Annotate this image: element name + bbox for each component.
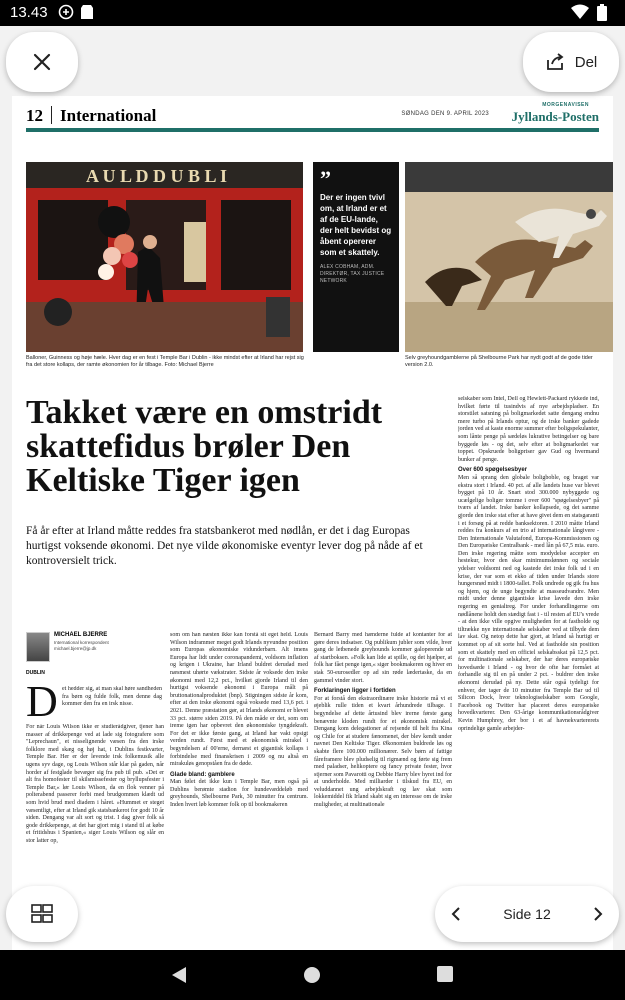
article-col2 bbox=[170, 632, 308, 950]
section-title: International bbox=[60, 106, 157, 125]
col4-text-a: selskaber som Intel, Dell og Hewlett-Packard rykkede ind, hvilket førte til tusindvis af nye arbejdspladser. En storstilet satsning på boligmarkedet satte dengang endnu mere turbo på Irlands optur, og de irske banker gadede jorden ved at kaste enorme summer efter boligspekulanter, som lånte penge på sædeløs lukrative betingelser og bare byggede løs - og det, selv efter at boligmarkedet var toppet. Opskruede boligpriser gav Gud og hvermand bunker af penge. bbox=[458, 396, 599, 463]
brand-small: MORGENAVISEN bbox=[542, 102, 589, 108]
storage-icon bbox=[80, 4, 94, 20]
masthead bbox=[26, 104, 599, 132]
close-button[interactable] bbox=[6, 32, 78, 92]
recents-icon[interactable] bbox=[436, 965, 454, 983]
page-overview-button[interactable] bbox=[6, 886, 78, 942]
col1-intro-text: et hedder sig, at man skal høre sandheden fra børn og fulde folk, men denne dag kommer den fra en irsk nisse. bbox=[62, 686, 162, 708]
col4-text-b: Men så sprang den globale boligboble, og braget var ekstra stort i Irland. 40 pct. af alle landets huse var blevet bygget på 10 år. Snart stod 300.000 nybyggede og ucælgelige boliger tomme i over 600 "spøgelsesbyer" på tværs af landet. Irske banker kollapsede, og det samme gjorde den irske stat efter at have givet dem en statsgaranti i et forsøg på at redde banksektoren. I 2010 måtte Irland reddes fra konkurs af en trio af internationale långivere - Den Internationale Valutafond, Europa-Kommissionen og Den Europæiske Centralbank - med lån på 67,5 mia. euro. Den irske regering måtte som modydelse accepter en hestekur, hvor den skar minimumslønnen og sociale ydelser voldsomt ned og kastede det irske folk ud i en krise, der var som et ekko af tiden under Irlands store hungersnød midt i 1800-tallet. Folk undrede og gik fra hus og hjem, og de unge begyndte at masseudvandre. Men midt under denne gigantiske krise lavede den irske regering en genialtreg. For under forhandlingerne om nødlånene holdt den stædigt fast i - til resten af EU's vrede - at den ikke ville opgive muligheden for at fastholde og tiltrække nye internationale selskaber ved at tilbyde dem lav skat. Og netop dette har gjort, at Irland så hurtigt er kommet op af sit sorte hul. Ved at fastholde sin position som et skattely med en officiel selskabsskat på 12,5 pct. for multinationale selskaber, der har deres europæiske hovedsæde i Irland - og hvor de ofte har formået at forhandle sig til en på under 2 pct. - buldrer den irske økonomi derudad på ny. Dette står også tydeligt for enhver, der tager de 10 minutter fra Temple Bar ud til Silicon Dock, hvor teknologiselskaber som Google, Facebook og Twitter har placeret deres europæiske hovedkvarterer. Den 63-årige kommunikationsrådgiver Kevin Humphrey, der bor i et af havnekvartererets oprindelige gamle arbejder- bbox=[458, 474, 599, 732]
author-name: MICHAEL BJERRE bbox=[54, 632, 108, 638]
previous-page-button[interactable] bbox=[449, 906, 463, 922]
pull-quote bbox=[313, 162, 399, 352]
issue-date: SØNDAG DEN 9. APRIL 2023 bbox=[401, 111, 489, 117]
page-navigator bbox=[435, 886, 619, 942]
grid-icon bbox=[31, 904, 53, 924]
wifi-icon bbox=[571, 4, 589, 20]
newspaper-page[interactable] bbox=[12, 96, 613, 950]
home-icon[interactable] bbox=[302, 965, 322, 985]
photo1-caption: Balloner, Guinness og høje hæle. Hver dag er en fest i Temple Bar i Dublin - ikke mindst efter at Irland har rejst sig fra det store kollaps, der ramte økonomien for år tilbage. Foto: Michael Bjerre bbox=[26, 355, 304, 368]
quote-source: ALEX COBHAM, ADM. DIREKTØR, TAX JUSTICE NETWORK bbox=[320, 264, 385, 284]
author-email: michael.bjerre@jp.dk bbox=[54, 646, 97, 651]
brand-logo: Jyllands-Posten bbox=[511, 109, 599, 124]
share-button[interactable] bbox=[523, 32, 619, 92]
masthead-divider bbox=[51, 106, 52, 124]
next-page-button[interactable] bbox=[591, 906, 605, 922]
share-label: Del bbox=[574, 53, 598, 71]
col3-after-text: For at forstå den ekstraordinære irske historie må vi et øjeblik rulle tiden et kvart århundrede tilbage. I begyndelse af dette årtusind blev irerne første gang benævnte kloden rundt for et økonomisk mirakel. Dengang kom delegationer af rejsende til helt fra Kina og Chile for at studere fænomenet, der blev kendt under navnet Den Keltiske Tiger. Økonomien buldrede løs og skabte flere 100.000 millionærer. Selv børn af fattige fåreframere blev pludselig til rigmænd og førte sig frem med paladser, helikoptere og fancy private fester, hvor stjerner som Pavarotti og Debbie Harry blev hyret ind for at underholde. Med milliarder i tilskud fra EU, en veluddannet ung arbejdskraft og lav skat som lokkemiddel fik Irland skabt sig en interesse om de irske muligheder, at multinationale bbox=[314, 695, 452, 809]
quote-icon: ” bbox=[320, 166, 331, 191]
col3-subhead: Forklaringen ligger i fortiden bbox=[314, 688, 396, 695]
byline bbox=[26, 632, 164, 666]
author-role: International korrespondent bbox=[54, 640, 109, 645]
battery-icon bbox=[596, 4, 608, 22]
col2-text: som om han næsten ikke kan forstå sit eget held. Louis Wilson indrammer meget godt Irlands nyvundne position som Europas økonomiske vidunderbarn. Alt imens Europa har lidt under coronapandemi, voldsom inflation og krigen i Ukraine, har Irland buldret derudad med næsmest uhørte vækstrater. Sidste år voksede den irske økonomi med 12,2 pct., hvilket gjorde Irland til den hurtigst voksende økonomi i Europa målt på bruttonationalproduktet (bnp). Stigningen sidste år kom, efter at den irske økonomi også voksede med 13,6 pct. i 2021. Denne præstation gør, at Irlands økonomi er blevet 33 pct. større siden 2019. På den måde er det, som om ireme igen har opbevret den økonomiske tyngdekraft. For det er ikke første gang, at Irland har vakt opsigt verden rundt. Først med et økonomisk mirakel i begyndelsen af 00'erne, dernæst et gigantisk kollaps i forbindelse med finanskrisen i 2009 og nu altså en mirakuløs genopståen fra de døde. bbox=[170, 632, 308, 768]
col3-text: Bernard Barry med hænderne fulde af kontanter for at gøre deres indsatser. Og publikum jubler som vilde, hver gang de letbenede greyhounds kommer galoperende ud af startboksen. »Folk kan lide at spille, og det hjælper, at folk har fået penge igen,« siger bookmakeren og hiver en stak 50-eurosedler op ad sin røde lædertaske, da en gammel vinder stort. bbox=[314, 632, 452, 684]
dateline: DUBLIN bbox=[26, 670, 45, 676]
back-icon[interactable] bbox=[170, 965, 188, 985]
photo2-caption: Selv greyhoundgamblerne på Shelbourne Park har nydt godt af de gode tider version 2.0. bbox=[405, 355, 593, 368]
col2-subhead: Glade bland: gamblere bbox=[170, 771, 235, 778]
pub-sign: A U L D D U B L I bbox=[86, 166, 228, 186]
article-col4 bbox=[458, 396, 599, 950]
article-col1-intro bbox=[62, 686, 162, 724]
quote-text: Der er ingen tvivl om, at Irland er et af de EU-lande, der helt bevidst og åbent opererer som et skattely. bbox=[320, 193, 392, 257]
photo-temple-bar bbox=[26, 162, 303, 352]
status-bar bbox=[0, 0, 625, 26]
page-number: 12 bbox=[26, 106, 43, 125]
drop-cap: D bbox=[26, 677, 58, 726]
notification-icon bbox=[58, 4, 74, 20]
author-avatar bbox=[26, 632, 50, 662]
col2-after-text: Man følet det ikke kun i Temple Bar, men også på Dublins berømte stadion for hundevæddeløb med greyhounds, Shelbourne Park, 30 minutter fra centrum. Inden hvert løb kommer folk op til bookmakeren bbox=[170, 779, 308, 809]
photo-greyhounds bbox=[405, 162, 613, 352]
viewer bbox=[0, 26, 625, 950]
page-label: Side 12 bbox=[503, 906, 551, 922]
share-icon bbox=[545, 53, 565, 71]
article-lede: Få år efter at Irland måtte reddes fra statsbankerot med nødlån, er det i dag Europas hurtigst voksende økonomi. Det nye vilde økonomiske eventyr lever dog på nåde af et kontroversielt trick. bbox=[26, 525, 423, 567]
close-icon bbox=[33, 53, 51, 71]
col1-text: For når Louis Wilson ikke er studierådgiver, tjener han masser af drikkepenge ved at lade sig fotografere som "Leprechaun", et nisselignende væsen fra den irske folklore med skæg og høj hat, i Dublins festkvarter, Temple Bar. Her er der levende irsk folkemusik alle ugens syv dage, og Louis Wilson står klar på gaden, når horder af festglade bevæger sig fra pub til pub. »Det er alt fra homofester til skilsmissefester og bryllupsfester i Temple Bar,« lør Louis Wilson, da en flok venner på polterabend passerer forbi med brudgommen klædt ud som hvid brud med diadem i håret. »Hummet er steget væsentligt, efter at Irland gik statsbankerot for godt 10 år siden. Dengang var alt sort og trist. I dag giver folk så gode drikkepenge, at det har gjort mig i stand til at købe et fritidshus i Spanien,« siger Louis Wilson og slår en stor latter op, bbox=[26, 724, 164, 844]
article-col3 bbox=[314, 632, 452, 950]
system-nav-bar bbox=[0, 950, 625, 1000]
status-time: 13.43 bbox=[10, 4, 48, 21]
col4-subhead: Over 600 spøgelsesbyer bbox=[458, 467, 528, 474]
article-headline: Takket være en omstridt skattefidus brøler Den Keltiske Tiger igen bbox=[26, 394, 383, 499]
